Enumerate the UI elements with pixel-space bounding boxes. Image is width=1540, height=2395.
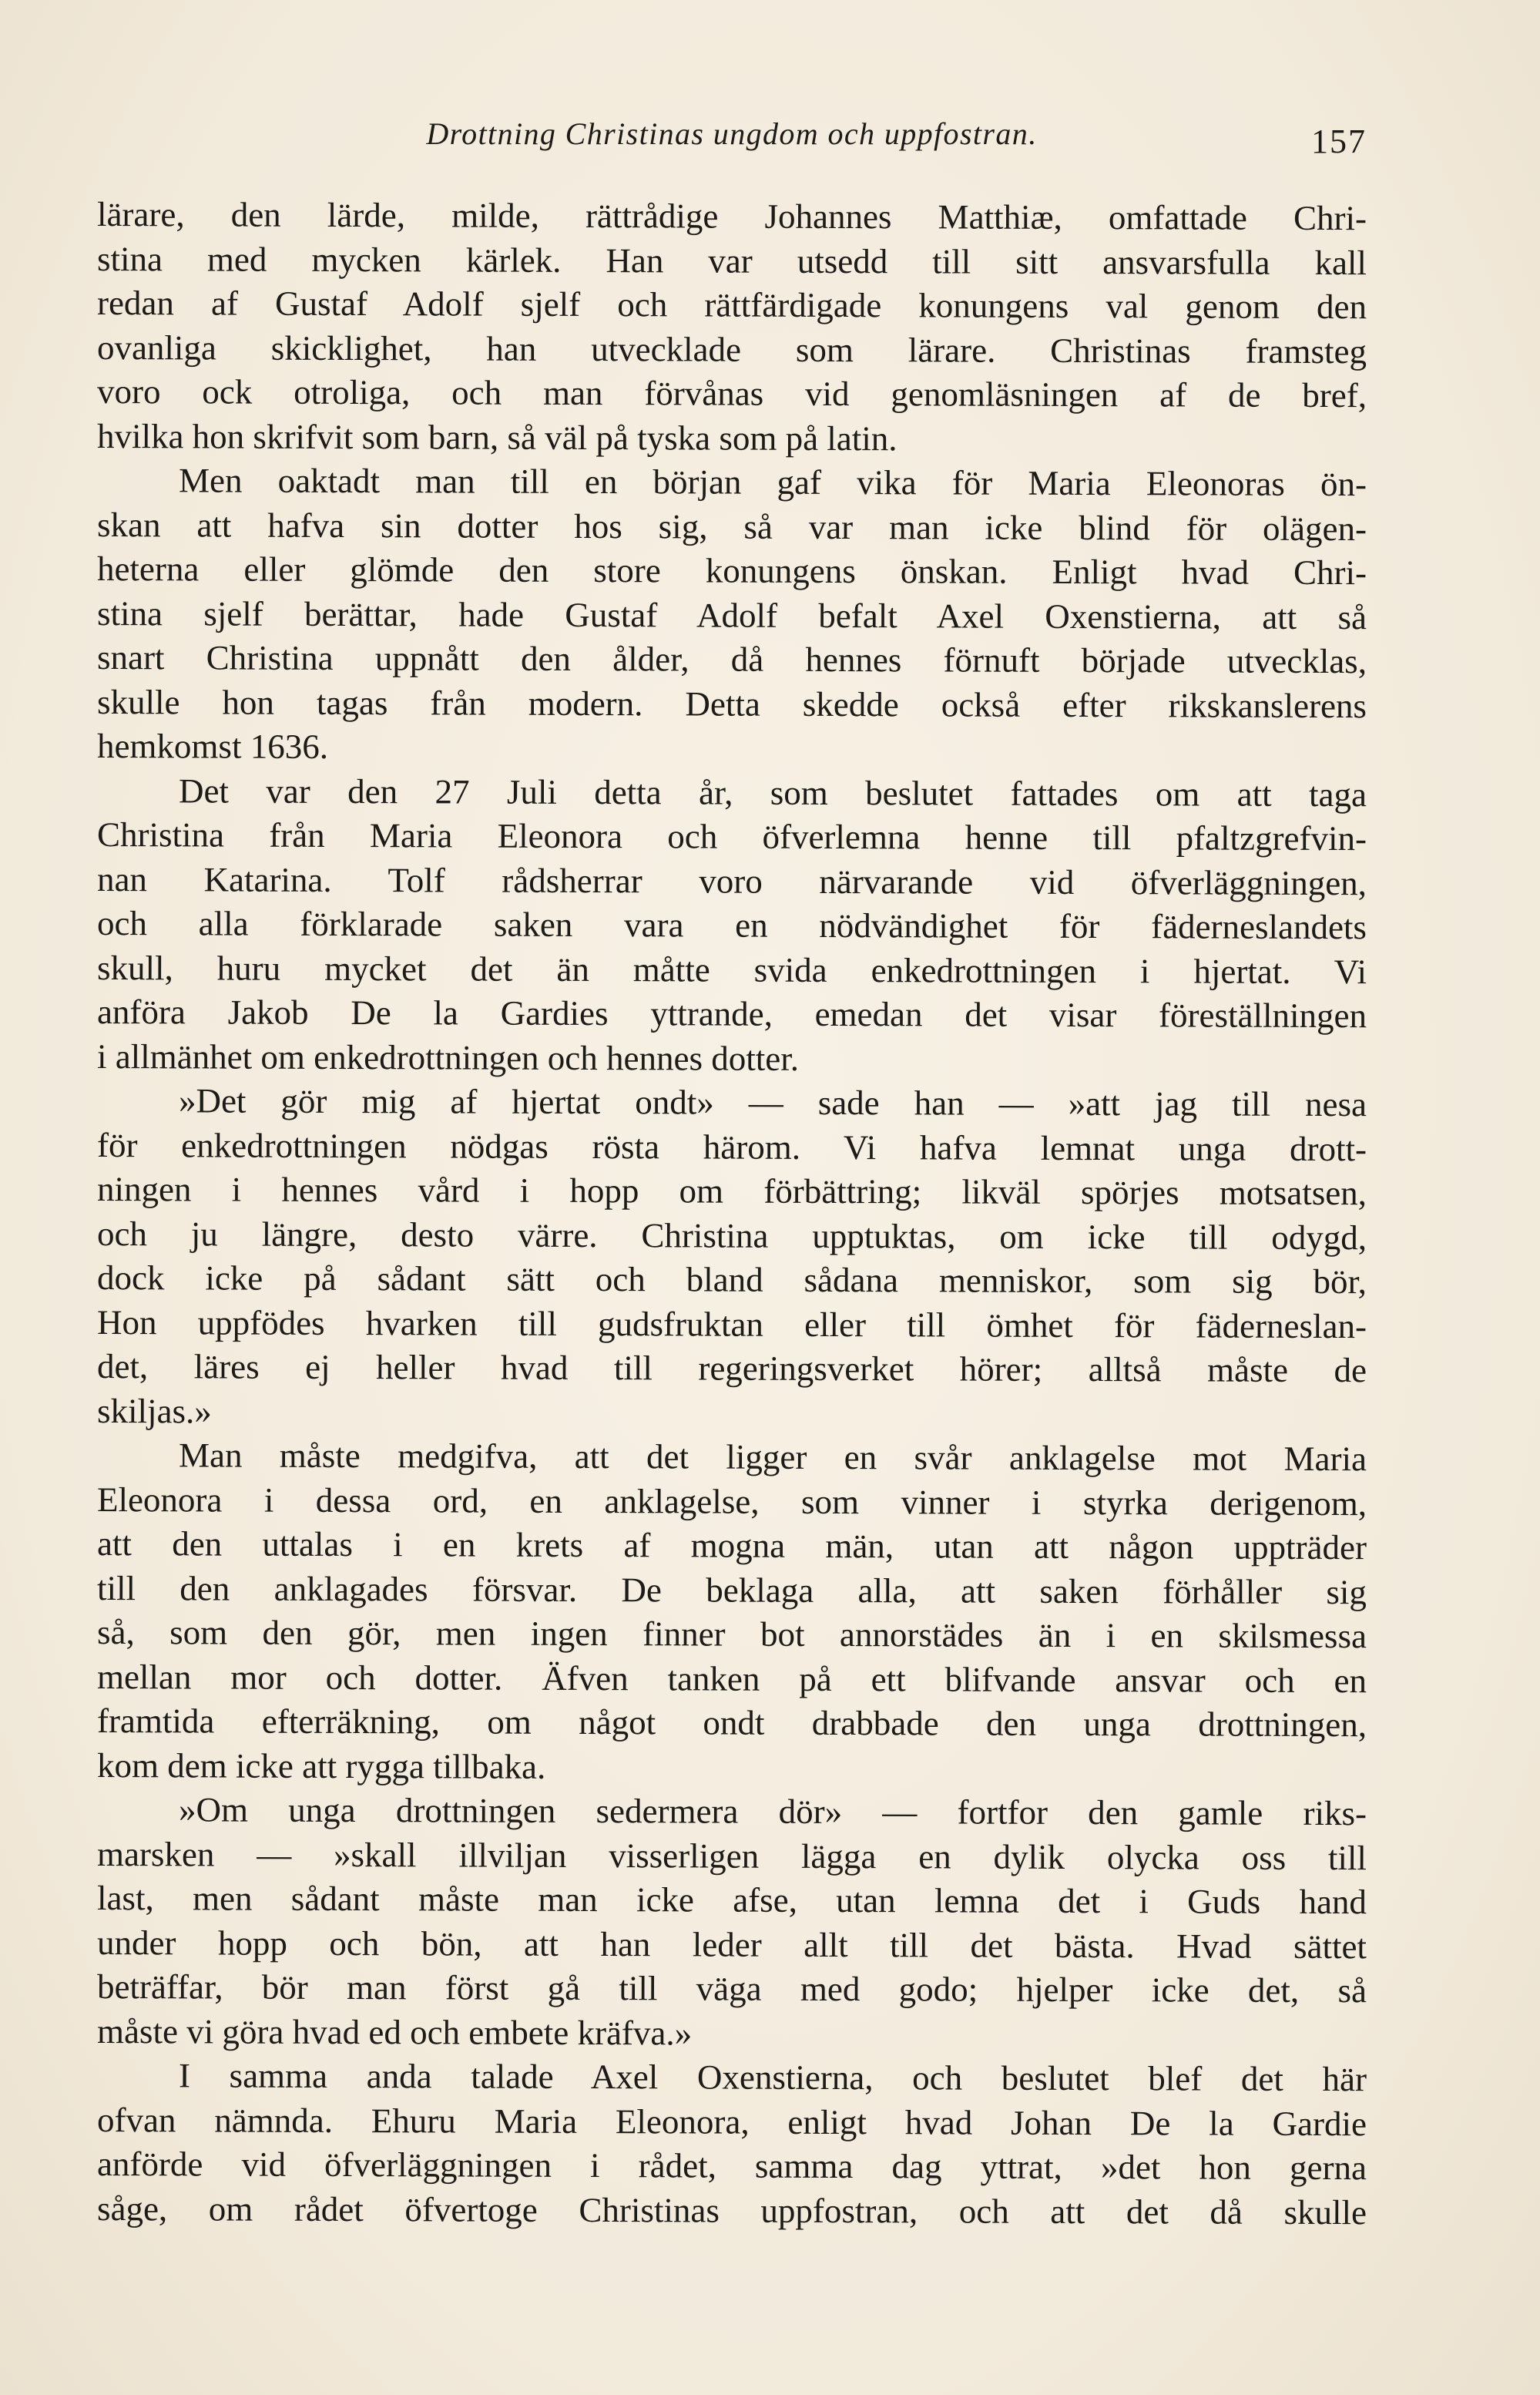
running-title: Drottning Christinas ungdom och uppfostran. [426, 116, 1038, 151]
text-line: till den anklagades försvar. De beklaga alla, att saken förhåller sig [96, 1568, 1367, 1611]
text-line: nan Katarina. Tolf rådsherrar voro närvarande vid öfverläggningen, [96, 859, 1367, 902]
text-line: stina med mycken kärlek. Han var utsedd till sitt ansvarsfulla kall [96, 239, 1367, 282]
text-line: dock icke på sådant sätt och bland sådana menniskor, som sig bör, [96, 1258, 1367, 1302]
text-line: voro ock otroliga, och man förvånas vid genomläsningen af de bref, [96, 372, 1367, 415]
running-head [97, 116, 1367, 177]
text-line: »Det gör mig af hjertat ondt» — sade han — »att jag till nesa [178, 1081, 1367, 1124]
text-line: Men oaktadt man till en början gaf vika för Maria Eleonoras ön- [178, 461, 1367, 504]
text-line: I samma anda talade Axel Oxenstierna, och beslutet blef det här [178, 2056, 1367, 2099]
text-line: heterna eller glömde den store konungens önskan. Enligt hvad Chri- [96, 549, 1367, 593]
text-line: Hon uppfödes hvarken till gudsfruktan eller till ömhet för fäderneslan- [96, 1302, 1367, 1345]
text-line: ningen i hennes vård i hopp om förbättring; likväl spörjes motsatsen, [96, 1170, 1367, 1213]
text-line: Man måste medgifva, att det ligger en svår anklagelse mot Maria [178, 1436, 1367, 1479]
text-line: »Om unga drottningen sedermera dör» — fortfor den gamle riks- [178, 1790, 1367, 1833]
text-line: måste vi göra hvad ed och embete kräfva.» [96, 2011, 693, 2052]
text-line: skan att hafva sin dotter hos sig, så var man icke blind för olägen- [96, 505, 1367, 548]
text-line: för enkedrottningen nödgas rösta härom. Vi hafva lemnat unga drott- [96, 1125, 1367, 1168]
text-line: i allmänhet om enkedrottningen och hennes dotter. [96, 1036, 800, 1078]
text-line: såge, om rådet öfvertoge Christinas uppfostran, och att det då skulle [96, 2188, 1367, 2232]
text-line: beträffar, bör man först gå till väga med godo; hjelper icke det, så [96, 1967, 1367, 2010]
text-line: Christina från Maria Eleonora och öfverlemna henne till pfaltzgrefvin- [96, 815, 1367, 858]
body-text [97, 193, 1367, 2231]
text-line: anförde vid öfverläggningen i rådet, samma dag yttrat, »det hon gerna [96, 2145, 1367, 2188]
text-line: marsken — »skall illviljan visserligen lägga en dylik olycka oss till [96, 1834, 1367, 1877]
text-line: last, men sådant måste man icke afse, utan lemna det i Guds hand [96, 1879, 1367, 1922]
text-line: mellan mor och dotter. Äfven tanken på ett blifvande ansvar och en [96, 1657, 1367, 1700]
text-line: lärare, den lärde, milde, rättrådige Johannes Matthiæ, omfattade Chri- [96, 195, 1367, 238]
text-line: och alla förklarade saken vara en nödvändighet för fäderneslandets [96, 904, 1367, 947]
text-line: kom dem icke att rygga tillbaka. [96, 1745, 546, 1786]
text-line: redan af Gustaf Adolf sjelf och rättfärdigade konungens val genom den [96, 284, 1367, 327]
text-line: Eleonora i dessa ord, en anklagelse, som vinner i styrka derigenom, [96, 1480, 1367, 1523]
page-number: 157 [1311, 123, 1367, 160]
text-line: stina sjelf berättar, hade Gustaf Adolf befalt Axel Oxenstierna, att så [96, 593, 1367, 637]
text-line: det, läres ej heller hvad till regeringsverket hörer; alltså måste de [96, 1347, 1367, 1390]
text-line: skiljas.» [96, 1391, 212, 1430]
text-line: snart Christina uppnått den ålder, då hennes förnuft började utvecklas, [96, 638, 1367, 681]
text-line: framtida efterräkning, om något ondt drabbade den unga drottningen, [96, 1701, 1367, 1745]
text-line: så, som den gör, men ingen finner bot annorstädes än i en skilsmessa [96, 1613, 1367, 1656]
text-line: anföra Jakob De la Gardies yttrande, emedan det visar föreställningen [96, 993, 1367, 1036]
text-line: och ju längre, desto värre. Christina upptuktas, om icke till odygd, [96, 1214, 1367, 1257]
text-line: hvilka hon skrifvit som barn, så väl på tyska som på latin. [96, 416, 897, 458]
text-line: ovanliga skicklighet, han utvecklade som lärare. Christinas framsteg [96, 328, 1367, 371]
text-line: under hopp och bön, att han leder allt till det bästa. Hvad sättet [96, 1923, 1367, 1966]
text-line: ofvan nämnda. Ehuru Maria Eleonora, enligt hvad Johan De la Gardie [96, 2100, 1367, 2143]
text-line: hemkomst 1636. [96, 727, 329, 766]
text-line: skull, huru mycket det än måtte svida enkedrottningen i hjertat. Vi [96, 948, 1367, 991]
text-line: att den uttalas i en krets af mogna män, utan att någon uppträder [96, 1524, 1367, 1567]
text-line: Det var den 27 Juli detta år, som beslutet fattades om att taga [178, 771, 1367, 814]
text-line: skulle hon tagas från modern. Detta skedde också efter rikskanslerens [96, 682, 1367, 725]
